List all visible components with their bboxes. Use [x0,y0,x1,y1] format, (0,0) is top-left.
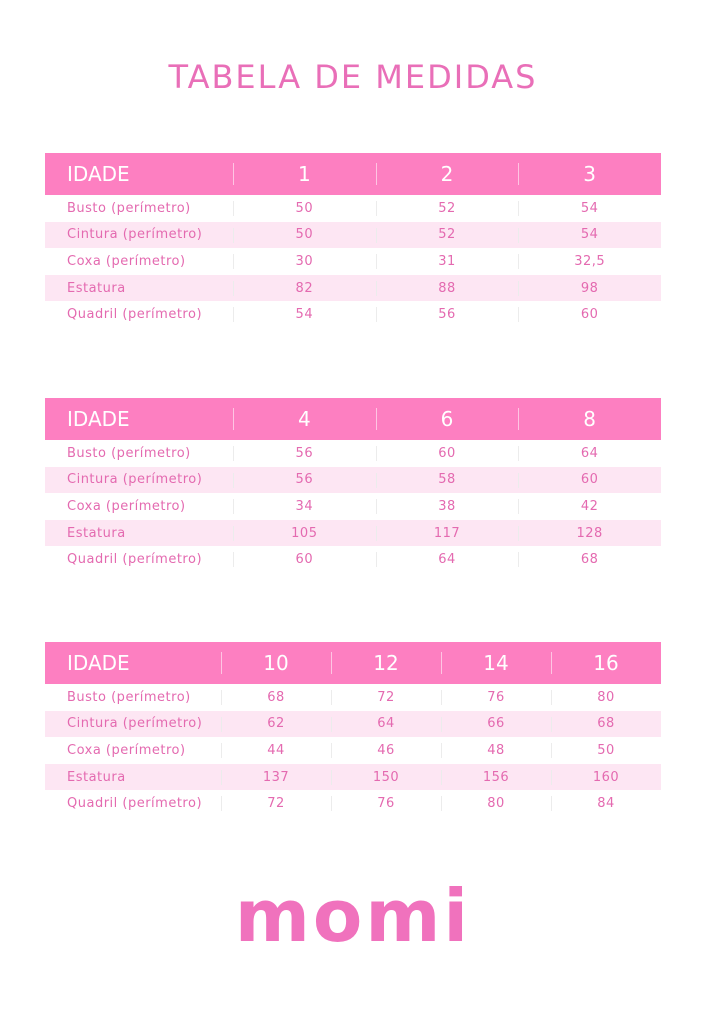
table-row [45,711,661,738]
table-row [45,467,661,494]
table-row [45,764,661,791]
table-cell: 44 [221,737,331,764]
row-label: Coxa (perímetro) [67,742,186,758]
row-label: Coxa (perímetro) [67,253,186,269]
table-cell: 60 [518,467,661,494]
table-cell: 30 [233,248,376,275]
table-header-row [45,642,661,684]
table-row [45,440,661,467]
header-age: 12 [331,642,441,684]
table-cell: 48 [441,737,551,764]
table-cell: 56 [233,467,376,494]
table-cell: 52 [376,195,519,222]
table-cell: 62 [221,711,331,738]
row-label: Estatura [67,280,126,296]
table-row [45,493,661,520]
row-label: Busto (perímetro) [67,200,191,216]
table-row [45,737,661,764]
table-cell: 54 [233,301,376,328]
table-cell: 54 [518,222,661,249]
table-cell: 64 [376,546,519,573]
table-cell: 66 [441,711,551,738]
header-idade: IDADE [67,162,130,186]
row-label: Quadril (perímetro) [67,796,203,812]
table-cell: 56 [233,440,376,467]
table-cell: 56 [376,301,519,328]
table-row [45,275,661,302]
row-label: Busto (perímetro) [67,445,191,461]
table-cell: 128 [518,520,661,547]
table-cell: 60 [518,301,661,328]
table-header-row [45,398,661,440]
row-label: Busto (perímetro) [67,689,191,705]
header-age: 4 [233,398,376,440]
header-age: 14 [441,642,551,684]
table-row [45,520,661,547]
table-cell: 60 [376,440,519,467]
header-age: 3 [518,153,661,195]
table-cell: 98 [518,275,661,302]
row-label: Quadril (perímetro) [67,552,203,568]
header-age: 6 [376,398,519,440]
table-cell: 64 [331,711,441,738]
table-cell: 64 [518,440,661,467]
table-cell: 52 [376,222,519,249]
table-cell: 80 [551,684,661,711]
header-age: 16 [551,642,661,684]
size-table-3 [45,642,661,817]
table-cell: 72 [221,790,331,817]
size-table-2 [45,398,661,573]
table-cell: 68 [551,711,661,738]
table-cell: 50 [233,195,376,222]
table-cell: 50 [551,737,661,764]
table-cell: 50 [233,222,376,249]
header-age: 10 [221,642,331,684]
table-cell: 46 [331,737,441,764]
row-label: Quadril (perímetro) [67,307,203,323]
row-label: Cintura (perímetro) [67,227,203,243]
page-title: TABELA DE MEDIDAS [168,58,538,96]
table-cell: 76 [441,684,551,711]
table-cell: 80 [441,790,551,817]
table-cell: 34 [233,493,376,520]
table-cell: 160 [551,764,661,791]
brand-logo [0,874,706,958]
table-row [45,301,661,328]
table-cell: 54 [518,195,661,222]
table-cell: 38 [376,493,519,520]
table-cell: 68 [221,684,331,711]
table-row [45,790,661,817]
header-idade: IDADE [67,651,130,675]
header-age: 8 [518,398,661,440]
brand-logo-text: momi [234,874,472,958]
table-cell: 58 [376,467,519,494]
table-header-row [45,153,661,195]
table-cell: 117 [376,520,519,547]
header-idade: IDADE [67,407,130,431]
table-cell: 72 [331,684,441,711]
table-cell: 150 [331,764,441,791]
row-label: Estatura [67,525,126,541]
table-cell: 32,5 [518,248,661,275]
table-cell: 76 [331,790,441,817]
table-cell: 88 [376,275,519,302]
table-cell: 137 [221,764,331,791]
table-cell: 60 [233,546,376,573]
header-age: 1 [233,153,376,195]
size-table-1 [45,153,661,328]
row-label: Cintura (perímetro) [67,472,203,488]
table-row [45,248,661,275]
table-cell: 31 [376,248,519,275]
table-cell: 84 [551,790,661,817]
table-cell: 156 [441,764,551,791]
table-row [45,684,661,711]
table-row [45,222,661,249]
table-cell: 42 [518,493,661,520]
table-row [45,546,661,573]
table-cell: 105 [233,520,376,547]
row-label: Cintura (perímetro) [67,716,203,732]
table-row [45,195,661,222]
table-cell: 68 [518,546,661,573]
row-label: Coxa (perímetro) [67,498,186,514]
header-age: 2 [376,153,519,195]
table-cell: 82 [233,275,376,302]
row-label: Estatura [67,769,126,785]
